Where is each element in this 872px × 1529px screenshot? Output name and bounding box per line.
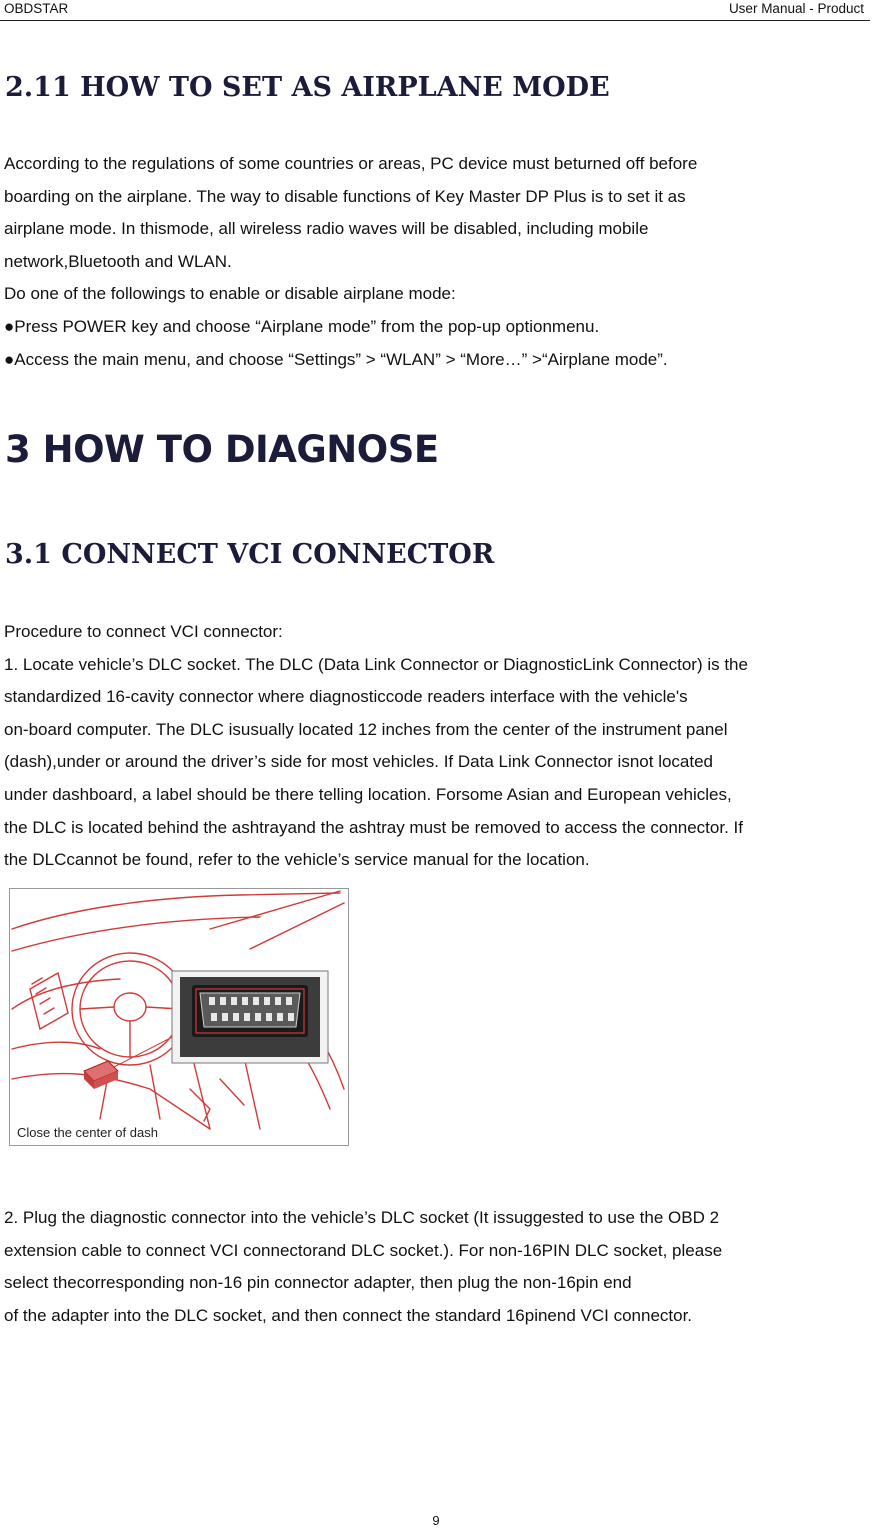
body-line: 2. Plug the diagnostic connector into the vehicle’s DLC socket (It issuggested to use the OBD 2 bbox=[4, 1208, 720, 1227]
body-line: boarding on the airplane. The way to disable functions of Key Master DP Plus is to set it as bbox=[4, 186, 686, 206]
body-line: (dash),under or around the driver’s side for most vehicles. If Data Link Connector isnot located bbox=[4, 752, 714, 772]
body-line: network,Bluetooth and WLAN. bbox=[4, 251, 232, 271]
header-brand: OBDSTAR bbox=[4, 1, 69, 16]
step-2-body bbox=[4, 1202, 722, 1332]
dlc-connector-inset bbox=[172, 971, 328, 1063]
dlc-socket-marker bbox=[84, 1061, 118, 1089]
body-line: Procedure to connect VCI connector: bbox=[4, 622, 283, 641]
page-number: 9 bbox=[432, 1513, 440, 1528]
body-line: airplane mode. In thismode, all wireless radio waves will be disabled, including mobile bbox=[4, 219, 649, 239]
body-line: According to the regulations of some countries or areas, PC device must beturned off before bbox=[4, 154, 698, 173]
section-3-1-title: 3.1 CONNECT VCI CONNECTOR bbox=[5, 539, 495, 570]
bullet-item: ●Access the main menu, and choose “Settings” > “WLAN” > “More…” >“Airplane mode”. bbox=[4, 349, 668, 369]
section-3-title: 3 HOW TO DIAGNOSE bbox=[5, 428, 439, 471]
header-doc-title: User Manual - Product bbox=[728, 1, 864, 16]
body-line: under dashboard, a label should be there telling location. Forsome Asian and European vehicles, bbox=[4, 784, 732, 804]
body-line: the DLCcannot be found, refer to the vehicle’s service manual for the location. bbox=[4, 850, 590, 870]
body-line: 1. Locate vehicle’s DLC socket. The DLC (Data Link Connector or DiagnosticLink Connector) is the bbox=[4, 654, 748, 674]
dashboard-sketch-illustration bbox=[10, 889, 348, 1145]
section-3-1-body bbox=[4, 616, 748, 877]
body-line: Do one of the followings to enable or disable airplane mode: bbox=[4, 284, 456, 304]
section-2-11-title: 2.11 HOW TO SET AS AIRPLANE MODE bbox=[5, 72, 610, 103]
body-line: on-board computer. The DLC isusually located 12 inches from the center of the instrument panel bbox=[4, 719, 728, 739]
figure-caption: Close the center of dash bbox=[17, 1125, 158, 1140]
bullet-item: ●Press POWER key and choose “Airplane mode” from the pop-up optionmenu. bbox=[4, 316, 600, 336]
section-2-11-body bbox=[4, 148, 697, 376]
dlc-location-figure bbox=[9, 888, 349, 1146]
body-line: of the adapter into the DLC socket, and then connect the standard 16pinend VCI connector. bbox=[4, 1305, 693, 1325]
body-line: the DLC is located behind the ashtrayand the ashtray must be removed to access the connector. If bbox=[4, 817, 743, 837]
page-header bbox=[0, 0, 870, 21]
body-line: select thecorresponding non-16 pin connector adapter, then plug the non-16pin end bbox=[4, 1273, 632, 1293]
body-line: standardized 16-cavity connector where diagnosticcode readers interface with the vehicle's bbox=[4, 687, 688, 707]
body-line: extension cable to connect VCI connectorand DLC socket.). For non-16PIN DLC socket, please bbox=[4, 1240, 723, 1260]
